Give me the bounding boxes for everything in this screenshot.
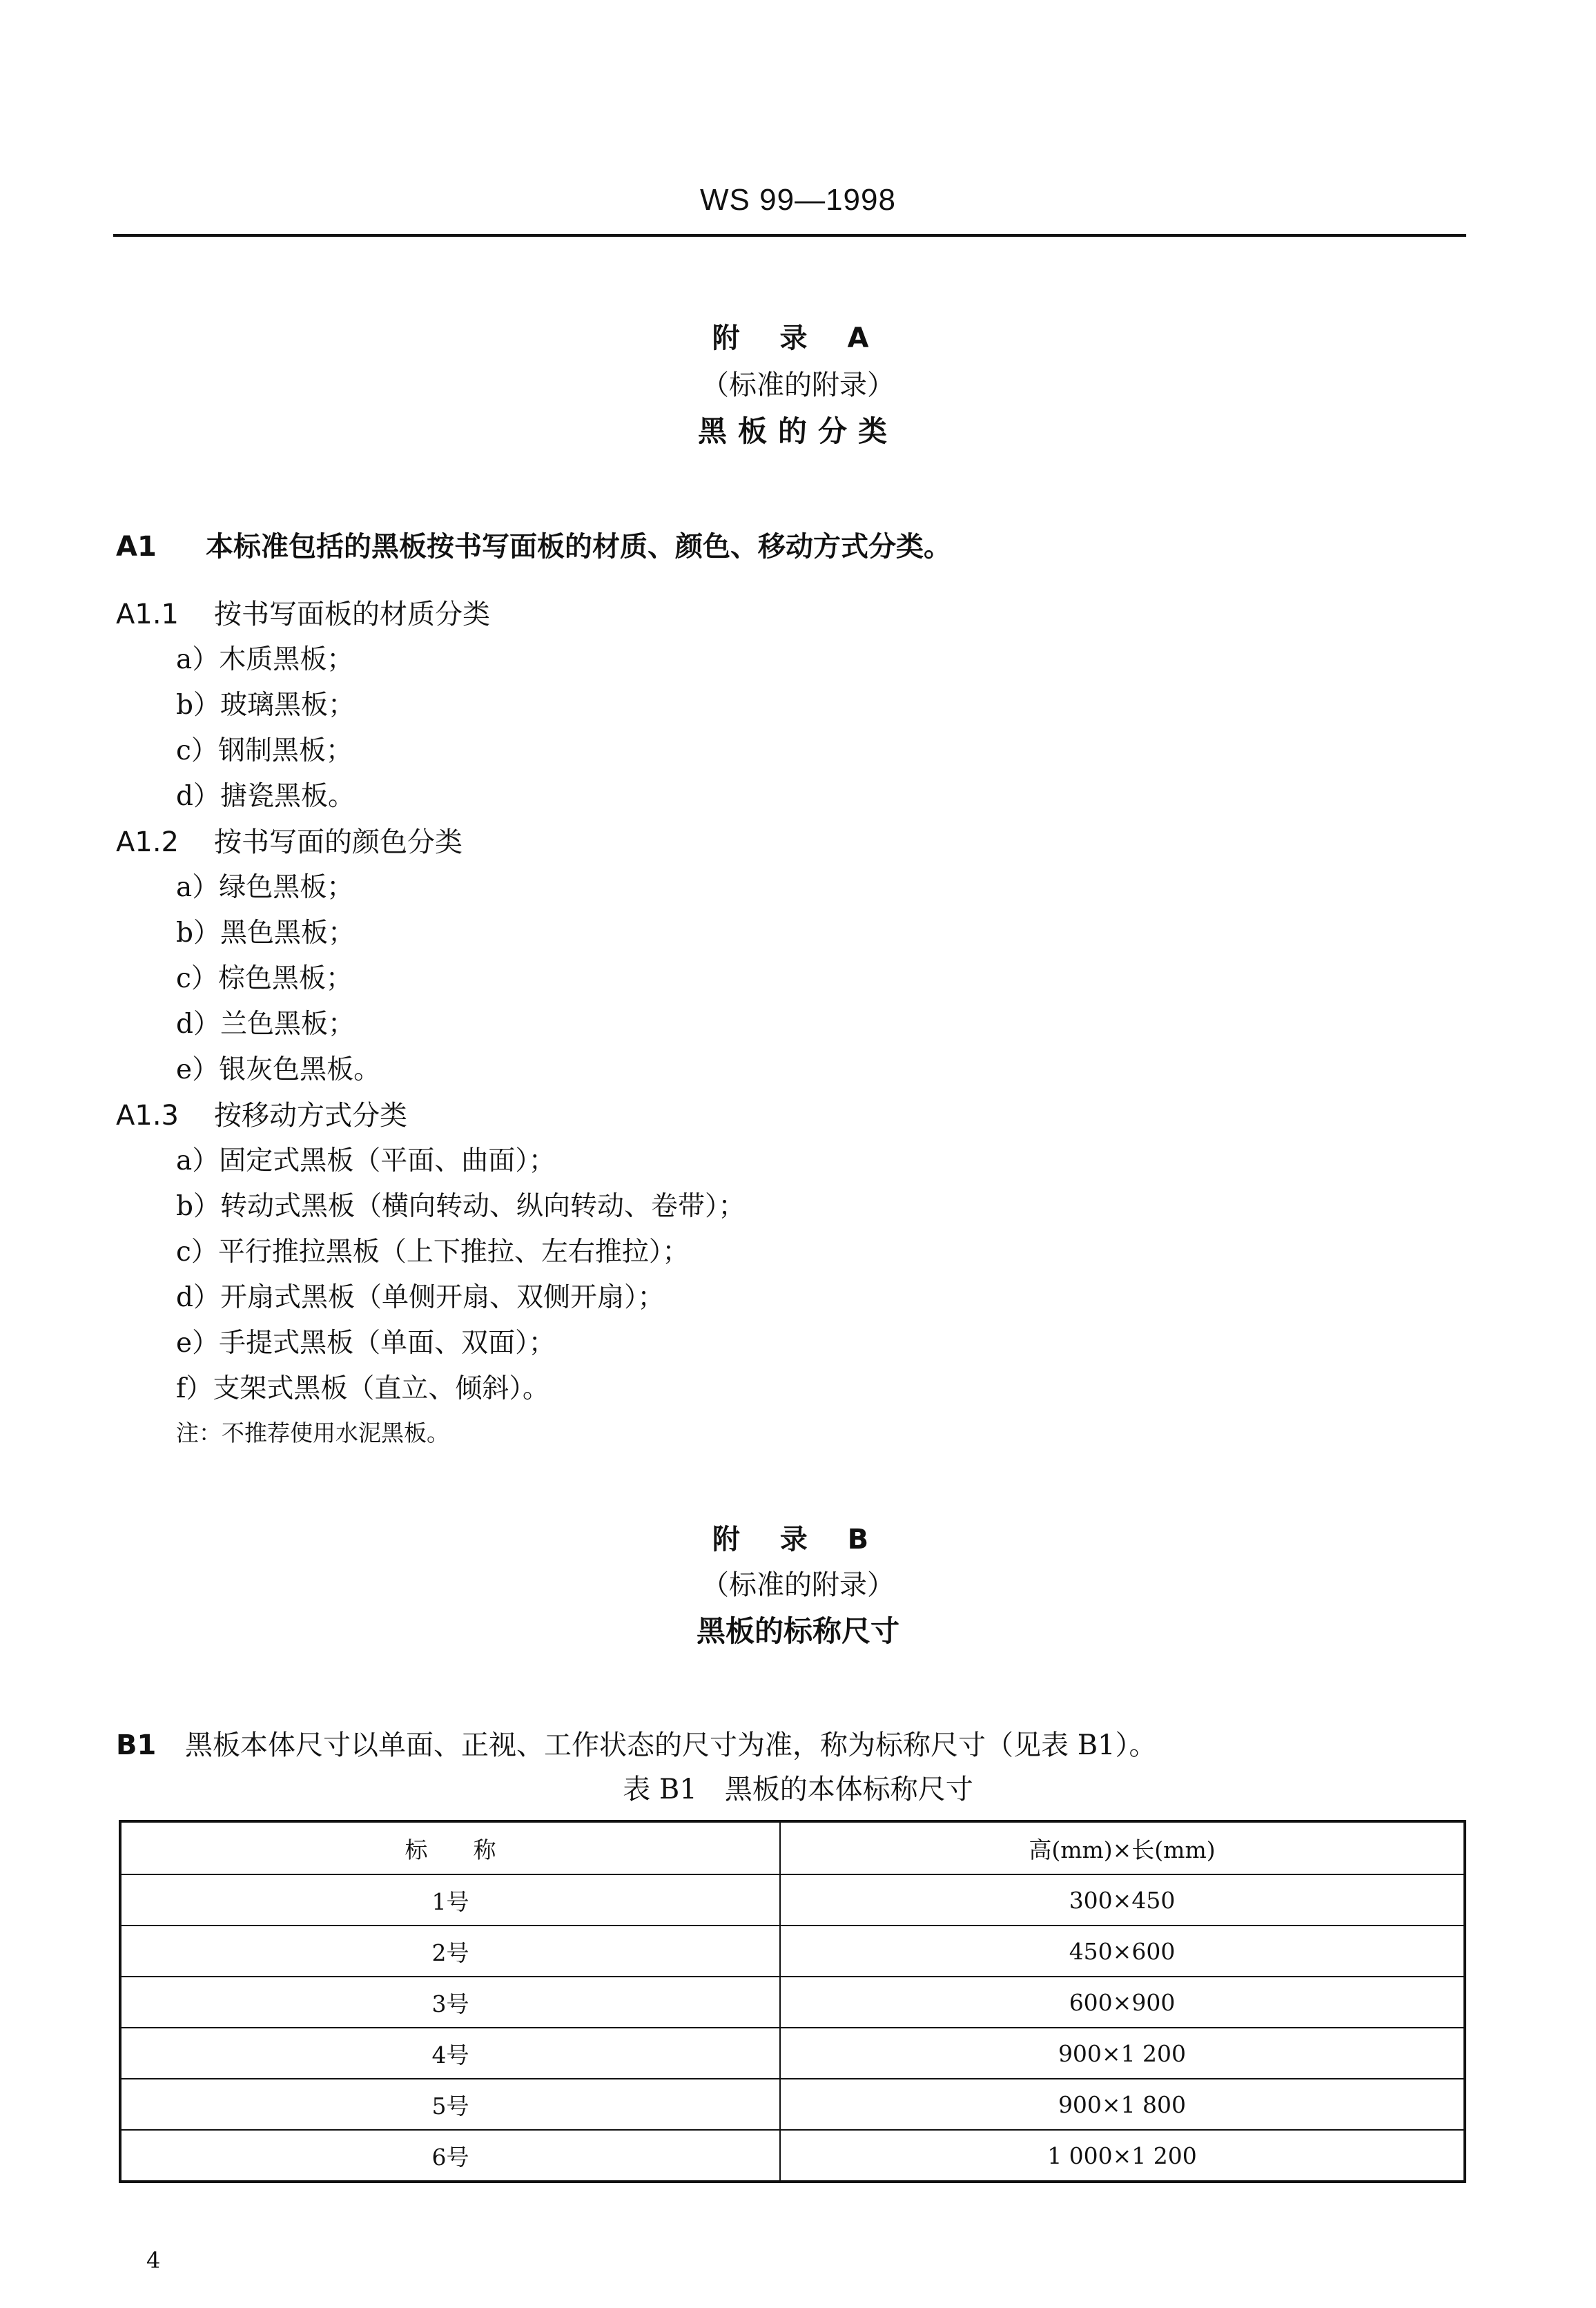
list-item: b）黑色黑板； [176, 918, 355, 949]
section-number: A1.2 [116, 826, 179, 858]
page-number: 4 [146, 2247, 161, 2273]
table-cell: 900×1 200 [780, 2028, 1465, 2079]
list-item: a）绿色黑板； [176, 872, 354, 903]
table-cell: 300×450 [780, 1874, 1465, 1926]
table-cell: 3号 [120, 1977, 780, 2028]
list-item: b）玻璃黑板； [176, 690, 355, 721]
table-cell: 4号 [120, 2028, 780, 2079]
list-item: d）兰色黑板； [176, 1009, 355, 1040]
list-item: e）手提式黑板（单面、双面）； [176, 1328, 556, 1359]
table-row [120, 2028, 1465, 2079]
column-header: 标 称 [120, 1821, 780, 1874]
table-row [120, 2130, 1465, 2182]
table-cell: 1号 [120, 1874, 780, 1926]
section-number: A1.1 [116, 599, 179, 630]
appendix-a-title: 附 录 A [712, 322, 884, 354]
table-row [120, 1926, 1465, 1977]
clause-number: A1 [116, 531, 157, 563]
header-rule [113, 234, 1466, 237]
standard-code: WS 99—1998 [700, 183, 896, 217]
table-cell: 2号 [120, 1926, 780, 1977]
table-cell: 1 000×1 200 [780, 2130, 1465, 2182]
table-row [120, 1874, 1465, 1926]
appendix-b-title: 附 录 B [712, 1524, 884, 1555]
column-header: 高(mm)×长(mm) [780, 1821, 1465, 1874]
appendix-b-subject: 黑板的标称尺寸 [696, 1614, 899, 1648]
list-item: c）平行推拉黑板（上下推拉、左右推拉）； [176, 1237, 690, 1268]
list-item: a）木质黑板； [176, 644, 354, 675]
list-item: d）搪瓷黑板。 [176, 781, 355, 812]
list-item: c）棕色黑板； [176, 963, 353, 994]
list-item: d）开扇式黑板（单侧开扇、双侧开扇）； [176, 1282, 665, 1313]
clause-b1 [116, 1723, 1157, 1763]
clause-a1 [116, 525, 951, 564]
appendix-a-type: （标准的附录） [701, 369, 895, 401]
size-table [119, 1820, 1466, 2183]
note: 注：不推荐使用水泥黑板。 [176, 1419, 449, 1446]
table-header-row [120, 1821, 1465, 1874]
table-cell: 900×1 800 [780, 2079, 1465, 2130]
section-a1-1 [116, 592, 490, 632]
table-cell: 450×600 [780, 1926, 1465, 1977]
table-caption: 表 B1 黑板的本体标称尺寸 [623, 1774, 973, 1805]
list-item: c）钢制黑板； [176, 735, 353, 766]
section-a1-3 [116, 1094, 407, 1133]
clause-number: B1 [116, 1729, 157, 1761]
table-cell: 6号 [120, 2130, 780, 2182]
section-title: 按移动方式分类 [214, 1100, 407, 1132]
appendix-a-subject: 黑板的分类 [697, 414, 898, 448]
table-cell: 5号 [120, 2079, 780, 2130]
list-item: a）固定式黑板（平面、曲面）； [176, 1145, 556, 1176]
section-a1-2 [116, 820, 463, 860]
table-row [120, 1977, 1465, 2028]
clause-text: 黑板本体尺寸以单面、正视、工作状态的尺寸为准，称为标称尺寸（见表 B1）。 [185, 1729, 1157, 1761]
table-row [120, 2079, 1465, 2130]
table-cell: 600×900 [780, 1977, 1465, 2028]
clause-text: 本标准包括的黑板按书写面板的材质、颜色、移动方式分类。 [206, 531, 951, 563]
list-item: e）银灰色黑板。 [176, 1054, 381, 1085]
appendix-b-type: （标准的附录） [701, 1569, 895, 1601]
list-item: f）支架式黑板（直立、倾斜）。 [176, 1373, 549, 1404]
list-item: b）转动式黑板（横向转动、纵向转动、卷带）； [176, 1191, 746, 1222]
section-title: 按书写面的颜色分类 [214, 826, 463, 858]
section-number: A1.3 [116, 1100, 179, 1132]
section-title: 按书写面板的材质分类 [214, 599, 490, 630]
